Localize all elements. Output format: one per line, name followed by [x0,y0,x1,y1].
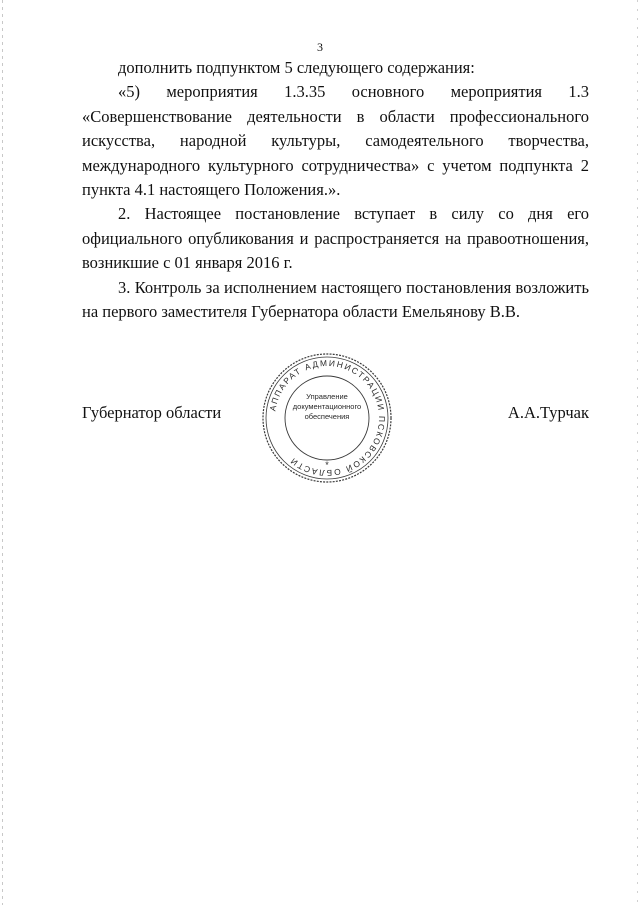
signatory-title: Губернатор области [82,403,222,422]
paragraph-subitem-5: «5) мероприятия 1.3.35 основного мероприятия 1.3 «Совершенствование деятельности в области профессионального искусства, народной культуры, самодеятельного творчества, международного культурного сотрудничества» с учетом подпункта 2 пункта 4.1 настоящего Положения.». [82,82,589,200]
stamp-ring-text: АППАРАТ АДМИНИСТРАЦИИ ПСКОВСКОЙ ОБЛАСТИ [267,357,388,479]
stamp-bottom-mark: * [325,460,329,470]
official-stamp [259,350,395,486]
page-number: 3 [317,40,323,54]
stamp-center-text [281,392,373,422]
scan-edge-right [637,0,638,905]
paragraph-item-3: 3. Контроль за исполнением настоящего постановления возложить на первого заместителя Губернатора области Емельянову В.В. [82,277,589,322]
signatory-name: А.А.Турчак [507,403,589,422]
stamp-center-line-2: документационного [292,402,362,411]
stamp-center-line-3: обеспечения [304,412,350,421]
stamp-center-line-1: Управление [306,392,348,401]
paragraph-item-2: 2. Настоящее постановление вступает в силу со дня его официального опубликования и распространяется на правоотношения, возникшие с 01 января 2016 г. [82,204,589,273]
document-body [82,56,589,324]
paragraph-intro: дополнить подпунктом 5 следующего содержания: [118,58,475,77]
scan-edge-left [2,0,3,905]
